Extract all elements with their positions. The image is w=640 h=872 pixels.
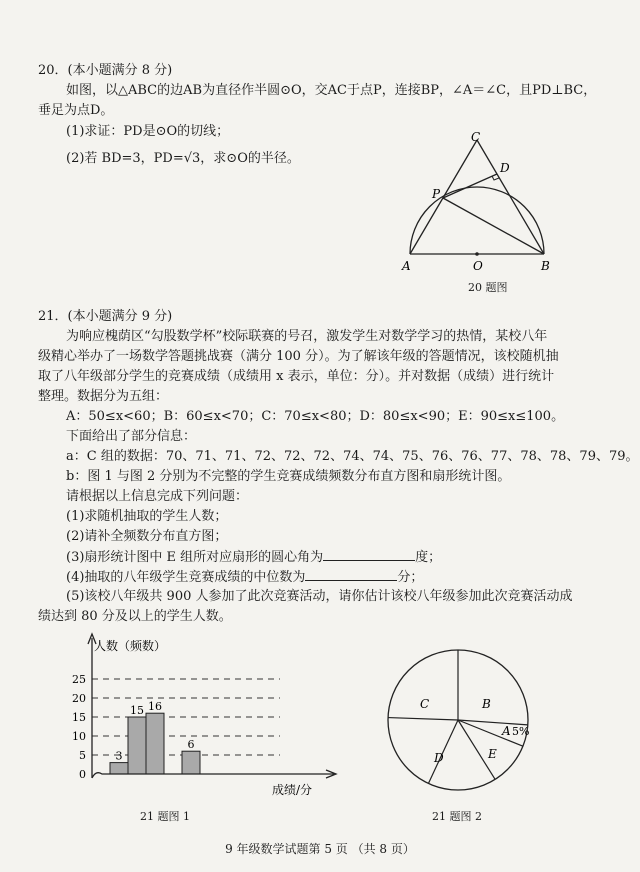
q20-geometry-figure	[396, 128, 566, 288]
q21-part5-line1: (5)该校八年级共 900 人参加了此次竞赛活动，请你估计该校八年级参加此次竞赛活动成	[66, 589, 573, 604]
pie-radius-5	[388, 718, 458, 720]
q21-header: 21．(本小题满分 9 分)	[38, 309, 173, 324]
bar-value-B: 15	[130, 704, 144, 717]
bar-E	[182, 751, 200, 774]
bar-value-A: 3	[115, 749, 123, 763]
q21-pie-chart	[384, 646, 534, 796]
q21-histogram	[58, 628, 338, 803]
pie-label-D: D	[434, 751, 444, 765]
x-axis	[92, 773, 334, 778]
q20-header: 20．(本小题满分 8 分)	[38, 63, 173, 78]
q21-groups: A：50≤x<60；B：60≤x<70；C：70≤x<80；D：80≤x<90；E：90≤x≤100。	[66, 409, 565, 424]
q20-figure-caption: 20 题图	[468, 281, 508, 294]
pie-label-B: B	[482, 697, 491, 711]
page-footer: 9 年级数学试题第 5 页 （共 8 页）	[225, 842, 415, 856]
y-tick-25: 25	[72, 673, 86, 686]
pie-label-E: E	[488, 747, 497, 761]
q21-part4-blank[interactable]	[305, 568, 397, 581]
y-tick-5: 5	[79, 749, 86, 762]
histogram-y-label: 人数（频数）	[94, 639, 167, 653]
y-tick-0: 0	[79, 768, 86, 781]
q21-info-a: a：C 组的数据：70、71、71、72、72、72、74、74、75、76、76、77、78、78、79、79。	[66, 449, 639, 464]
q21-intro-3: 取了八年级部分学生的竞赛成绩（成绩用 x 表示，单位：分）。并对数据（成绩）进行统计	[38, 369, 555, 384]
y-tick-20: 20	[72, 692, 86, 705]
q21-intro-4: 整理。数据分为五组：	[38, 389, 169, 404]
q21-part5-line2: 绩达到 80 分及以上的学生人数。	[38, 609, 232, 624]
q21-part3-unit: 度；	[415, 550, 442, 565]
q21-part3-text: (3)扇形统计图中 E 组所对应扇形的圆心角为	[66, 550, 324, 565]
q21-part2: (2)请补全频数分布直方图；	[66, 529, 228, 544]
bar-B	[128, 717, 146, 774]
q21-info-intro: 下面给出了部分信息：	[66, 429, 197, 444]
label-O: O	[473, 259, 483, 273]
y-tick-15: 15	[72, 711, 86, 724]
histogram-caption: 21 题图 1	[140, 810, 190, 823]
q21-ask: 请根据以上信息完成下列问题：	[66, 489, 249, 504]
q21-intro-2: 级精心举办了一场数学答题挑战赛（满分 100 分）。为了解该年级的答题情况，该校随机抽	[38, 349, 559, 364]
histogram-x-label: 成绩/分	[272, 783, 313, 797]
pie-label-A: A	[502, 724, 511, 738]
q21-info-b: b：图 1 与图 2 分别为不完整的学生竞赛成绩频数分布直方图和扇形统计图。	[66, 469, 511, 484]
pie-caption: 21 题图 2	[432, 810, 482, 823]
pie-label-C: C	[420, 697, 430, 711]
q20-part2: (2)若 BD=3，PD=√3，求⊙O的半径。	[66, 151, 300, 166]
segment-BC	[477, 140, 544, 254]
label-D: D	[500, 161, 510, 175]
point-O	[475, 252, 479, 256]
segment-BP	[443, 198, 544, 254]
q20-part1: (1)求证：PD是⊙O的切线；	[66, 124, 230, 139]
q20-stem-line1: 如图，以△ABC的边AB为直径作半圆⊙O，交AC于点P，连接BP，∠A＝∠C，且PD⊥BC，	[66, 83, 597, 98]
label-C: C	[471, 130, 481, 144]
q21-part4	[66, 568, 423, 587]
bar-A	[110, 763, 128, 774]
bar-value-E: 6	[187, 738, 195, 752]
bar-value-C: 16	[148, 700, 162, 714]
q21-part3	[66, 548, 441, 567]
q21-part3-blank[interactable]	[323, 548, 415, 561]
q21-part4-text: (4)抽取的八年级学生竞赛成绩的中位数为	[66, 570, 306, 585]
y-tick-10: 10	[72, 730, 86, 743]
label-P: P	[432, 187, 441, 201]
pie-label-A-percent: 5%	[512, 725, 530, 738]
segment-PD	[443, 174, 497, 198]
bar-C	[146, 713, 164, 774]
q21-part1: (1)求随机抽取的学生人数；	[66, 509, 228, 524]
label-B: B	[541, 259, 550, 273]
q21-part4-unit: 分；	[397, 570, 424, 585]
q20-stem-line2: 垂足为点D。	[38, 103, 114, 118]
segment-AC	[410, 140, 477, 254]
label-A: A	[402, 259, 411, 273]
q21-intro-1: 为响应槐荫区“勾股数学杯”校际联赛的号召，激发学生对数学学习的热情，某校八年	[66, 329, 548, 344]
